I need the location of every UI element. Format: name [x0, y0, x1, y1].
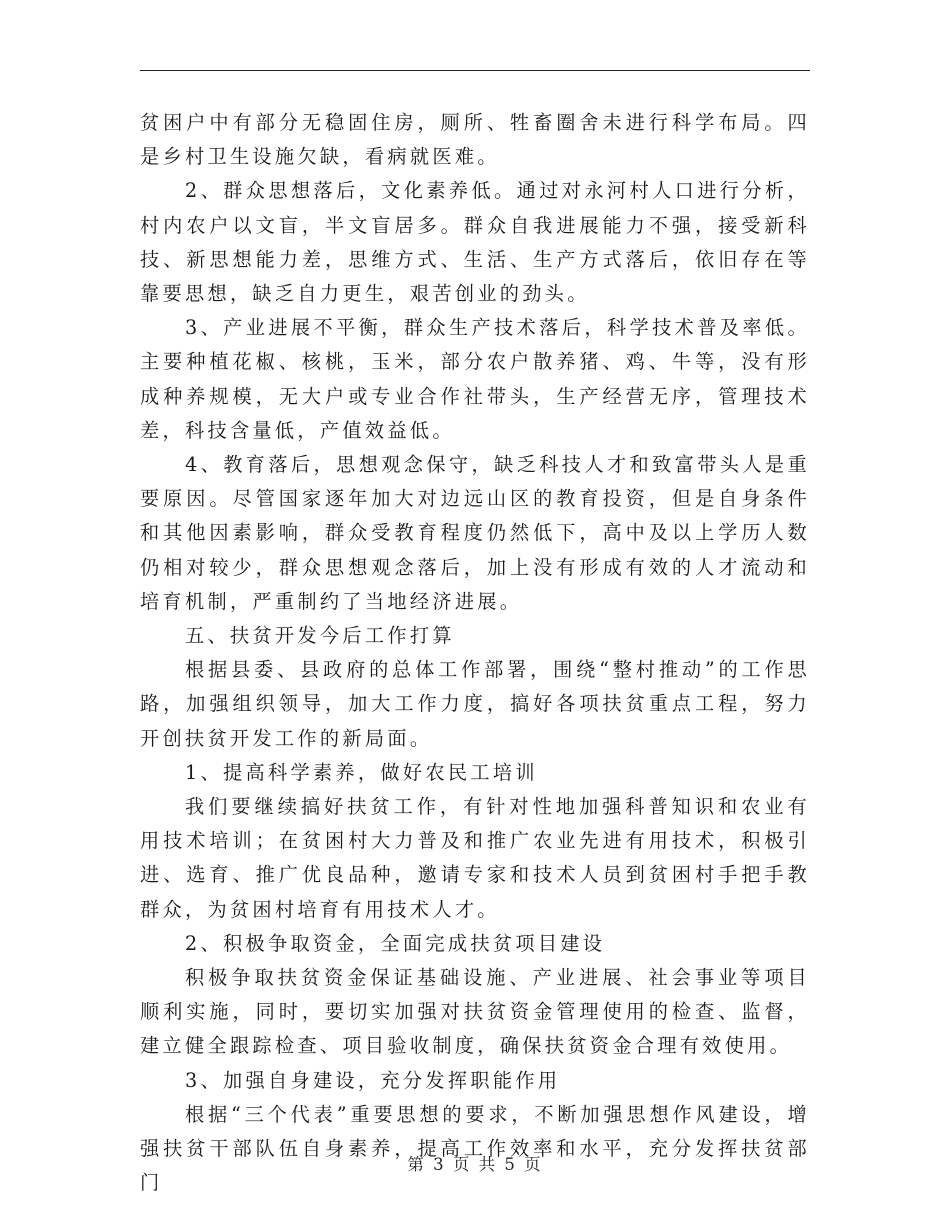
- footer-label-page: 第: [407, 1155, 426, 1174]
- footer-label-unit2: 页: [524, 1155, 543, 1174]
- header-rule: [140, 70, 810, 71]
- footer-current-page: 3: [433, 1155, 446, 1174]
- document-body: [140, 106, 810, 1201]
- paragraph-sub-2: 积极争取扶贫资金保证基础设施、产业进展、社会事业等项目顺利实施，同时，要切实加强对扶贫资金管理使用的检查、监督，建立健全跟踪检查、项目验收制度，确保扶贫资金合理有效使用。: [140, 966, 810, 1058]
- paragraph-point-3: 3、产业进展不平衡，群众生产技术落后，科学技术普及率低。主要种植花椒、核桃，玉米，部分农户散养猪、鸡、牛等，没有形成种养规模，无大户或专业合作社带头，生产经营无序，管理技术差，科技含量低，产值效益低。: [140, 316, 810, 442]
- section-heading-5: 五、扶贫开发今后工作打算: [185, 624, 455, 648]
- page-footer: [0, 1151, 950, 1175]
- paragraph-point-2: 2、群众思想落后，文化素养低。通过对永河村人口进行分析，村内农户以文盲，半文盲居多。群众自我进展能力不强，接受新科技、新思想能力差，思维方式、生活、生产方式落后，依旧存在等靠要思想，缺乏自力更生，艰苦创业的劲头。: [140, 179, 810, 306]
- paragraph-continuation: 贫困户中有部分无稳固住房，厕所、牲畜圈舍未进行科学布局。四是乡村卫生设施欠缺，看病就医难。: [140, 111, 810, 169]
- paragraph-point-4: 4、教育落后，思想观念保守，缺乏科技人才和致富带头人是重要原因。尽管国家逐年加大对边远山区的教育投资，但是自身条件和其他因素影响，群众受教育程度仍然低下，高中及以上学历人数仍相对较少，群众思想观念落后，加上没有形成有效的人才流动和培育机制，严重制约了当地经济进展。: [140, 453, 810, 613]
- paragraph-sub-3: 根据“三个代表”重要思想的要求，不断加强思想作风建设，增强扶贫干部队伍自身素养，提高工作效率和水平，充分发挥扶贫部门: [140, 1102, 810, 1195]
- subheading-1: 1、提高科学素养，做好农民工培训: [185, 760, 538, 784]
- subheading-2: 2、积极争取资金，全面完成扶贫项目建设: [185, 931, 606, 955]
- footer-label-unit: 页: [452, 1155, 472, 1174]
- footer-label-total: 共: [478, 1155, 498, 1174]
- subheading-3: 3、加强自身建设，充分发挥职能作用: [185, 1068, 561, 1092]
- paragraph-sub-1: 我们要继续搞好扶贫工作，有针对性地加强科普知识和农业有用技术培训；在贫困村大力普及和推广农业先进有用技术，积极引进、选育、推广优良品种，邀请专家和技术人员到贫困村手把手教群众，为贫困村培育有用技术人才。: [140, 795, 810, 921]
- paragraph-section-5-intro: 根据县委、县政府的总体工作部署，围绕“整村推动”的工作思路，加强组织领导，加大工作力度，搞好各项扶贫重点工程，努力开创扶贫开发工作的新局面。: [140, 658, 810, 750]
- footer-total-pages: 5: [504, 1155, 517, 1174]
